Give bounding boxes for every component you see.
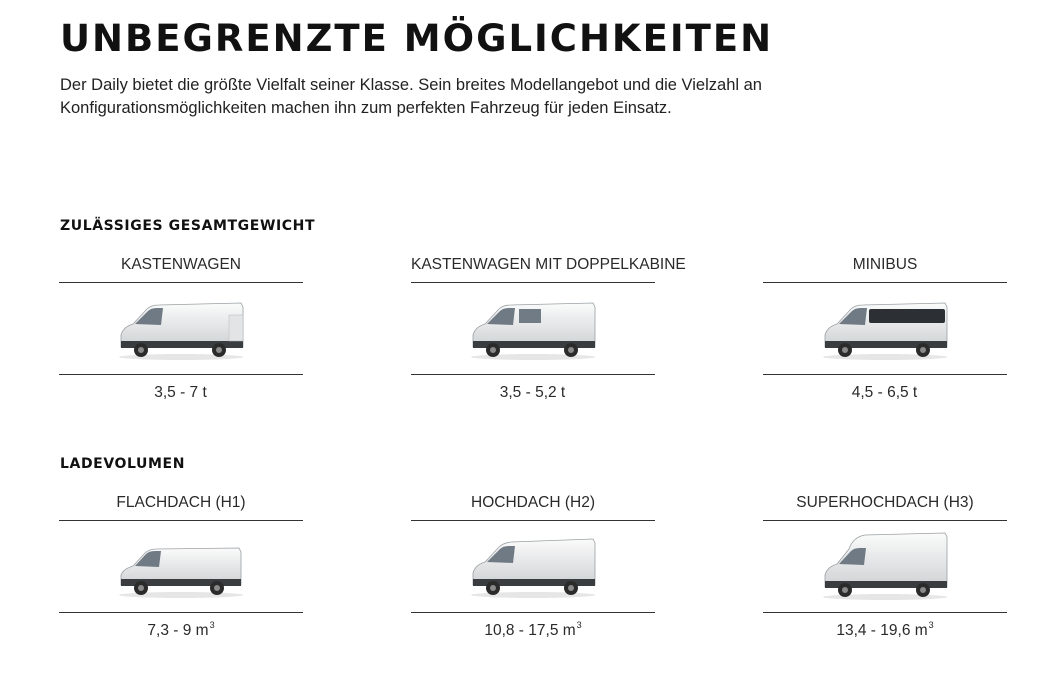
card-label: SUPERHOCHDACH (H3) <box>763 490 1007 521</box>
van-super-high-roof-icon <box>763 521 1007 613</box>
van-icon <box>59 283 303 375</box>
card-value: 10,8 - 17,5 $m^3$ <box>484 620 582 639</box>
card-value: 3,5 - 5,2 t <box>499 384 566 401</box>
van-high-roof-icon <box>411 521 655 613</box>
card-kastenwagen <box>59 252 303 402</box>
crew-van-icon <box>411 283 655 375</box>
intro-line-1: Der Daily bietet die größte Vielfalt seiner Klasse. Sein breites Modellangebot und die Vielzahl an <box>60 76 762 94</box>
card-superhochdach <box>763 490 1007 640</box>
van-low-roof-icon <box>59 521 303 613</box>
card-minibus <box>763 252 1007 402</box>
section-heading-gvw: ZULÄSSIGES GESAMTGEWICHT <box>60 218 316 234</box>
card-label: KASTENWAGEN MIT DOPPELKABINE <box>411 252 655 283</box>
card-label: FLACHDACH (H1) <box>59 490 303 521</box>
card-flachdach <box>59 490 303 640</box>
card-value: 13,4 - 19,6 $m^3$ <box>836 620 934 639</box>
card-label: HOCHDACH (H2) <box>411 490 655 521</box>
card-hochdach <box>411 490 655 640</box>
minibus-icon <box>763 283 1007 375</box>
card-value: 7,3 - 9 $m^3$ <box>147 620 215 639</box>
section-heading-volume: LADEVOLUMEN <box>60 456 186 472</box>
card-label: KASTENWAGEN <box>59 252 303 283</box>
intro-line-2: Konfigurationsmöglichkeiten machen ihn zum perfekten Fahrzeug für jeden Einsatz. <box>60 99 672 117</box>
card-value: 3,5 - 7 t <box>154 384 207 401</box>
card-value: 4,5 - 6,5 t <box>851 384 918 401</box>
page-title: UNBEGRENZTE MÖGLICHKEITEN <box>60 17 774 60</box>
card-label: MINIBUS <box>763 252 1007 283</box>
card-kastenwagen-doppelkabine <box>411 252 686 402</box>
intro-text <box>60 74 1020 120</box>
